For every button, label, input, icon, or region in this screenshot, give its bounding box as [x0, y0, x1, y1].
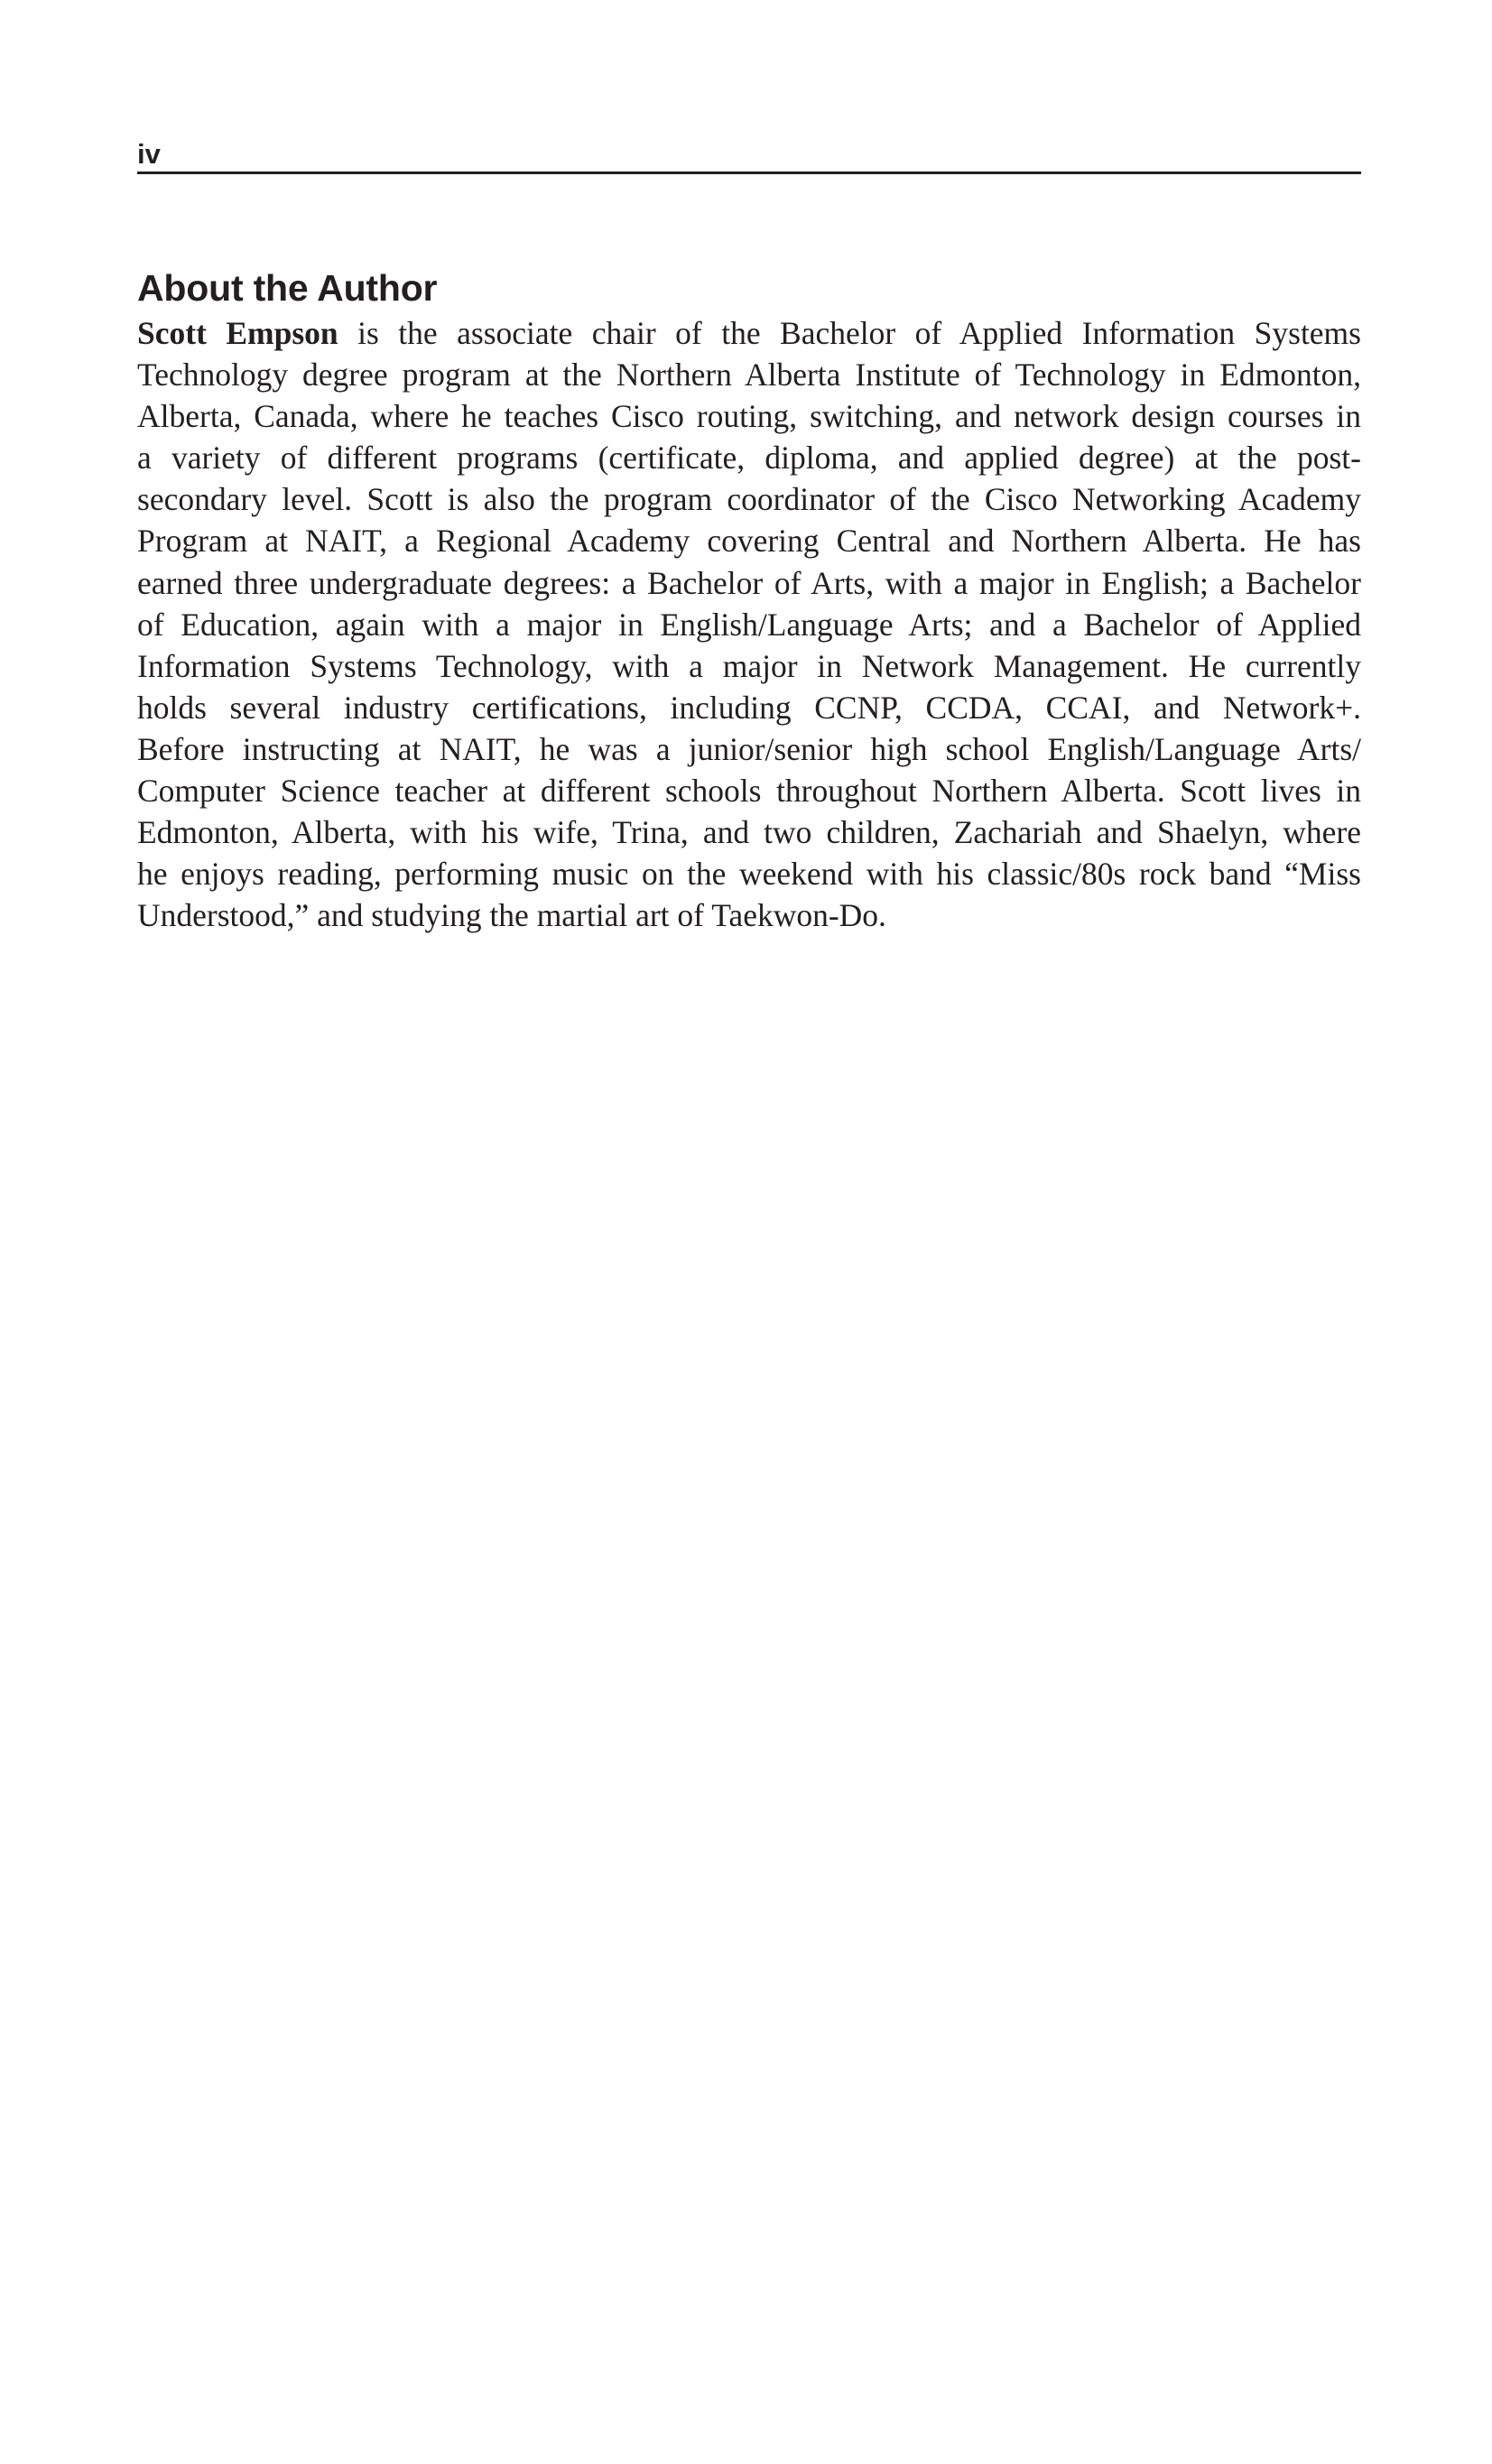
author-name: Scott Empson [137, 315, 338, 351]
bio-line: Understood,” and studying the martial art of Taekwon-Do. [137, 897, 886, 934]
about-the-author-section [137, 264, 1361, 936]
section-heading: About the Author [137, 267, 438, 309]
bio-line [137, 312, 1361, 354]
bio-line: holds several industry certifications, including CCNP, CCDA, CCAI, and Network+. [137, 689, 1361, 726]
running-head [137, 132, 1361, 174]
bio-line: earned three undergraduate degrees: a Bachelor of Arts, with a major in English; a Bachelor [137, 564, 1361, 601]
bio-line: Computer Science teacher at different schools throughout Northern Alberta. Scott lives in [137, 773, 1361, 810]
bio-line: Program at NAIT, a Regional Academy covering Central and Northern Alberta. He has [137, 523, 1361, 560]
bio-line: Before instructing at NAIT, he was a junior/senior high school English/Language Arts/ [137, 730, 1361, 767]
page-number: iv [137, 138, 161, 170]
bio-line: Edmonton, Alberta, with his wife, Trina, and two children, Zachariah and Shaelyn, where [137, 814, 1361, 851]
author-bio-paragraph [137, 312, 1361, 936]
bio-line: Alberta, Canada, where he teaches Cisco routing, switching, and network design courses in [137, 398, 1361, 435]
bio-line-text: is the associate chair of the Bachelor of Applied Information Systems [338, 315, 1361, 351]
bio-line: secondary level. Scott is also the program coordinator of the Cisco Networking Academy [137, 481, 1361, 518]
bio-line: Technology degree program at the Northern Alberta Institute of Technology in Edmonton, [137, 357, 1361, 394]
bio-line: he enjoys reading, performing music on the weekend with his classic/80s rock band “Miss [137, 856, 1361, 893]
bio-line: a variety of different programs (certificate, diploma, and applied degree) at the post- [137, 440, 1361, 477]
bio-line: of Education, again with a major in English/Language Arts; and a Bachelor of Applied [137, 606, 1361, 643]
bio-line: Information Systems Technology, with a major in Network Management. He currently [137, 647, 1361, 684]
